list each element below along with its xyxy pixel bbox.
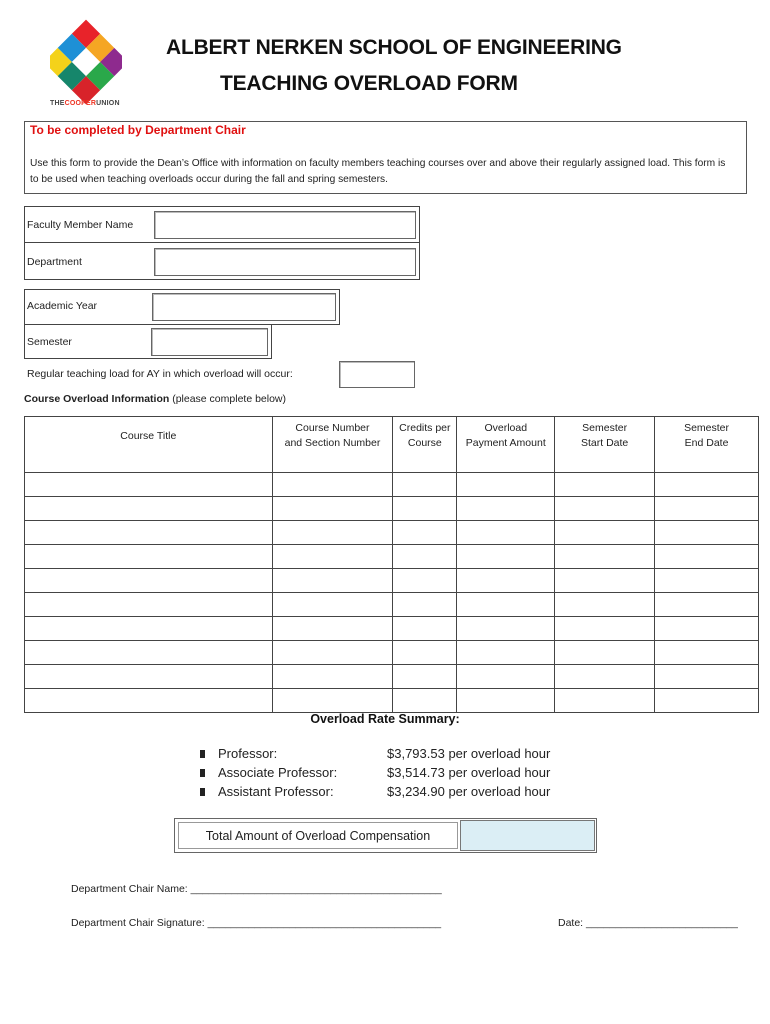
- faculty-name-input[interactable]: [154, 211, 416, 239]
- column-header-payment-amount: Overload Payment Amount: [457, 417, 555, 473]
- cell-start-date[interactable]: [555, 473, 655, 497]
- cell-start-date[interactable]: [555, 569, 655, 593]
- cell-credits[interactable]: [393, 665, 457, 689]
- cell-payment-amount[interactable]: [457, 689, 555, 713]
- bullet-icon: [200, 788, 205, 796]
- cell-credits[interactable]: [393, 689, 457, 713]
- cell-course-title[interactable]: [25, 617, 273, 641]
- cooper-union-logo: [50, 12, 122, 112]
- cell-start-date[interactable]: [555, 617, 655, 641]
- cell-course-number[interactable]: [272, 617, 393, 641]
- cell-course-number[interactable]: [272, 521, 393, 545]
- cell-course-number[interactable]: [272, 473, 393, 497]
- cell-payment-amount[interactable]: [457, 665, 555, 689]
- cell-payment-amount[interactable]: [457, 521, 555, 545]
- instructions-heading: To be completed by Department Chair: [30, 123, 246, 137]
- cell-course-number[interactable]: [272, 569, 393, 593]
- cell-start-date[interactable]: [555, 689, 655, 713]
- regular-load-label: Regular teaching load for AY in which overload will occur:: [27, 368, 293, 380]
- cell-start-date[interactable]: [555, 521, 655, 545]
- cell-course-title[interactable]: [25, 689, 273, 713]
- cell-course-title[interactable]: [25, 497, 273, 521]
- rate-rank-associate: Associate Professor:: [200, 765, 337, 780]
- total-compensation-label: Total Amount of Overload Compensation: [178, 822, 458, 849]
- bullet-icon: [200, 769, 205, 777]
- semester-label: Semester: [27, 336, 72, 348]
- cell-payment-amount[interactable]: [457, 545, 555, 569]
- table-row: [25, 569, 759, 593]
- cell-payment-amount[interactable]: [457, 617, 555, 641]
- cell-credits[interactable]: [393, 473, 457, 497]
- rate-value-professor: $3,793.53 per overload hour: [387, 746, 551, 761]
- cell-course-number[interactable]: [272, 497, 393, 521]
- instructions-body: Use this form to provide the Dean’s Office with information on faculty members teaching courses over and above their regularly assigned load. This form is to be used when teaching overloads occur during the fall and spring semesters.: [30, 158, 726, 185]
- total-compensation-input[interactable]: [460, 820, 595, 851]
- bullet-icon: [200, 750, 205, 758]
- column-header-course-number: Course Number and Section Number: [272, 417, 393, 473]
- cell-course-number[interactable]: [272, 641, 393, 665]
- cell-payment-amount[interactable]: [457, 473, 555, 497]
- cell-course-number[interactable]: [272, 689, 393, 713]
- cell-payment-amount[interactable]: [457, 497, 555, 521]
- department-input[interactable]: [154, 248, 416, 276]
- cell-start-date[interactable]: [555, 641, 655, 665]
- chair-signature-line[interactable]: Department Chair Signature: ________________________________________: [71, 917, 442, 929]
- cell-payment-amount[interactable]: [457, 593, 555, 617]
- table-row: [25, 689, 759, 713]
- cell-credits[interactable]: [393, 641, 457, 665]
- form-title-school: ALBERT NERKEN SCHOOL OF ENGINEERING: [166, 36, 622, 59]
- cell-start-date[interactable]: [555, 545, 655, 569]
- cell-end-date[interactable]: [655, 641, 759, 665]
- column-header-start-date: Semester Start Date: [555, 417, 655, 473]
- table-row: [25, 473, 759, 497]
- cell-start-date[interactable]: [555, 665, 655, 689]
- rate-value-assistant: $3,234.90 per overload hour: [387, 784, 551, 799]
- column-header-end-date: Semester End Date: [655, 417, 759, 473]
- cell-course-title[interactable]: [25, 665, 273, 689]
- cell-end-date[interactable]: [655, 473, 759, 497]
- rate-value-associate: $3,514.73 per overload hour: [387, 765, 551, 780]
- academic-year-input[interactable]: [152, 293, 336, 321]
- cell-payment-amount[interactable]: [457, 641, 555, 665]
- cell-end-date[interactable]: [655, 569, 759, 593]
- table-header-row: [25, 417, 759, 473]
- rate-rank-professor: Professor:: [200, 746, 277, 761]
- table-row: [25, 521, 759, 545]
- course-section-heading: Course Overload Information (please complete below): [24, 393, 287, 405]
- cell-end-date[interactable]: [655, 617, 759, 641]
- department-label: Department: [27, 256, 82, 268]
- date-line[interactable]: Date: __________________________: [558, 917, 738, 929]
- cell-end-date[interactable]: [655, 689, 759, 713]
- table-row: [25, 593, 759, 617]
- rate-rank-assistant: Assistant Professor:: [200, 784, 334, 799]
- table-row: [25, 497, 759, 521]
- form-title: TEACHING OVERLOAD FORM: [220, 72, 518, 95]
- table-row: [25, 545, 759, 569]
- table-row: [25, 641, 759, 665]
- cell-course-title[interactable]: [25, 545, 273, 569]
- cell-start-date[interactable]: [555, 497, 655, 521]
- group-divider: [24, 242, 420, 243]
- table-row: [25, 617, 759, 641]
- cell-credits[interactable]: [393, 569, 457, 593]
- rate-summary-title: Overload Rate Summary:: [310, 712, 460, 726]
- logo-wordmark: THECOOPERUNION: [50, 100, 120, 107]
- semester-input[interactable]: [151, 328, 268, 356]
- cell-course-number[interactable]: [272, 665, 393, 689]
- cell-course-title[interactable]: [25, 521, 273, 545]
- cell-course-number[interactable]: [272, 545, 393, 569]
- academic-year-label: Academic Year: [27, 300, 98, 312]
- cell-end-date[interactable]: [655, 665, 759, 689]
- cell-start-date[interactable]: [555, 593, 655, 617]
- column-header-credits: Credits per Course: [393, 417, 457, 473]
- cell-end-date[interactable]: [655, 545, 759, 569]
- cell-credits[interactable]: [393, 497, 457, 521]
- cell-course-title[interactable]: [25, 569, 273, 593]
- cell-course-title[interactable]: [25, 473, 273, 497]
- cell-credits[interactable]: [393, 593, 457, 617]
- regular-load-input[interactable]: [339, 361, 415, 388]
- faculty-name-label: Faculty Member Name: [27, 219, 134, 231]
- cell-course-title[interactable]: [25, 593, 273, 617]
- cell-end-date[interactable]: [655, 497, 759, 521]
- cell-end-date[interactable]: [655, 521, 759, 545]
- cell-end-date[interactable]: [655, 593, 759, 617]
- cell-payment-amount[interactable]: [457, 569, 555, 593]
- cell-course-title[interactable]: [25, 641, 273, 665]
- cell-credits[interactable]: [393, 545, 457, 569]
- column-header-course-title: Course Title: [25, 417, 273, 473]
- cell-credits[interactable]: [393, 617, 457, 641]
- cell-course-number[interactable]: [272, 593, 393, 617]
- course-overload-table: [24, 416, 759, 713]
- cell-credits[interactable]: [393, 521, 457, 545]
- chair-name-line[interactable]: Department Chair Name: ___________________________________________: [71, 883, 442, 895]
- table-row: [25, 665, 759, 689]
